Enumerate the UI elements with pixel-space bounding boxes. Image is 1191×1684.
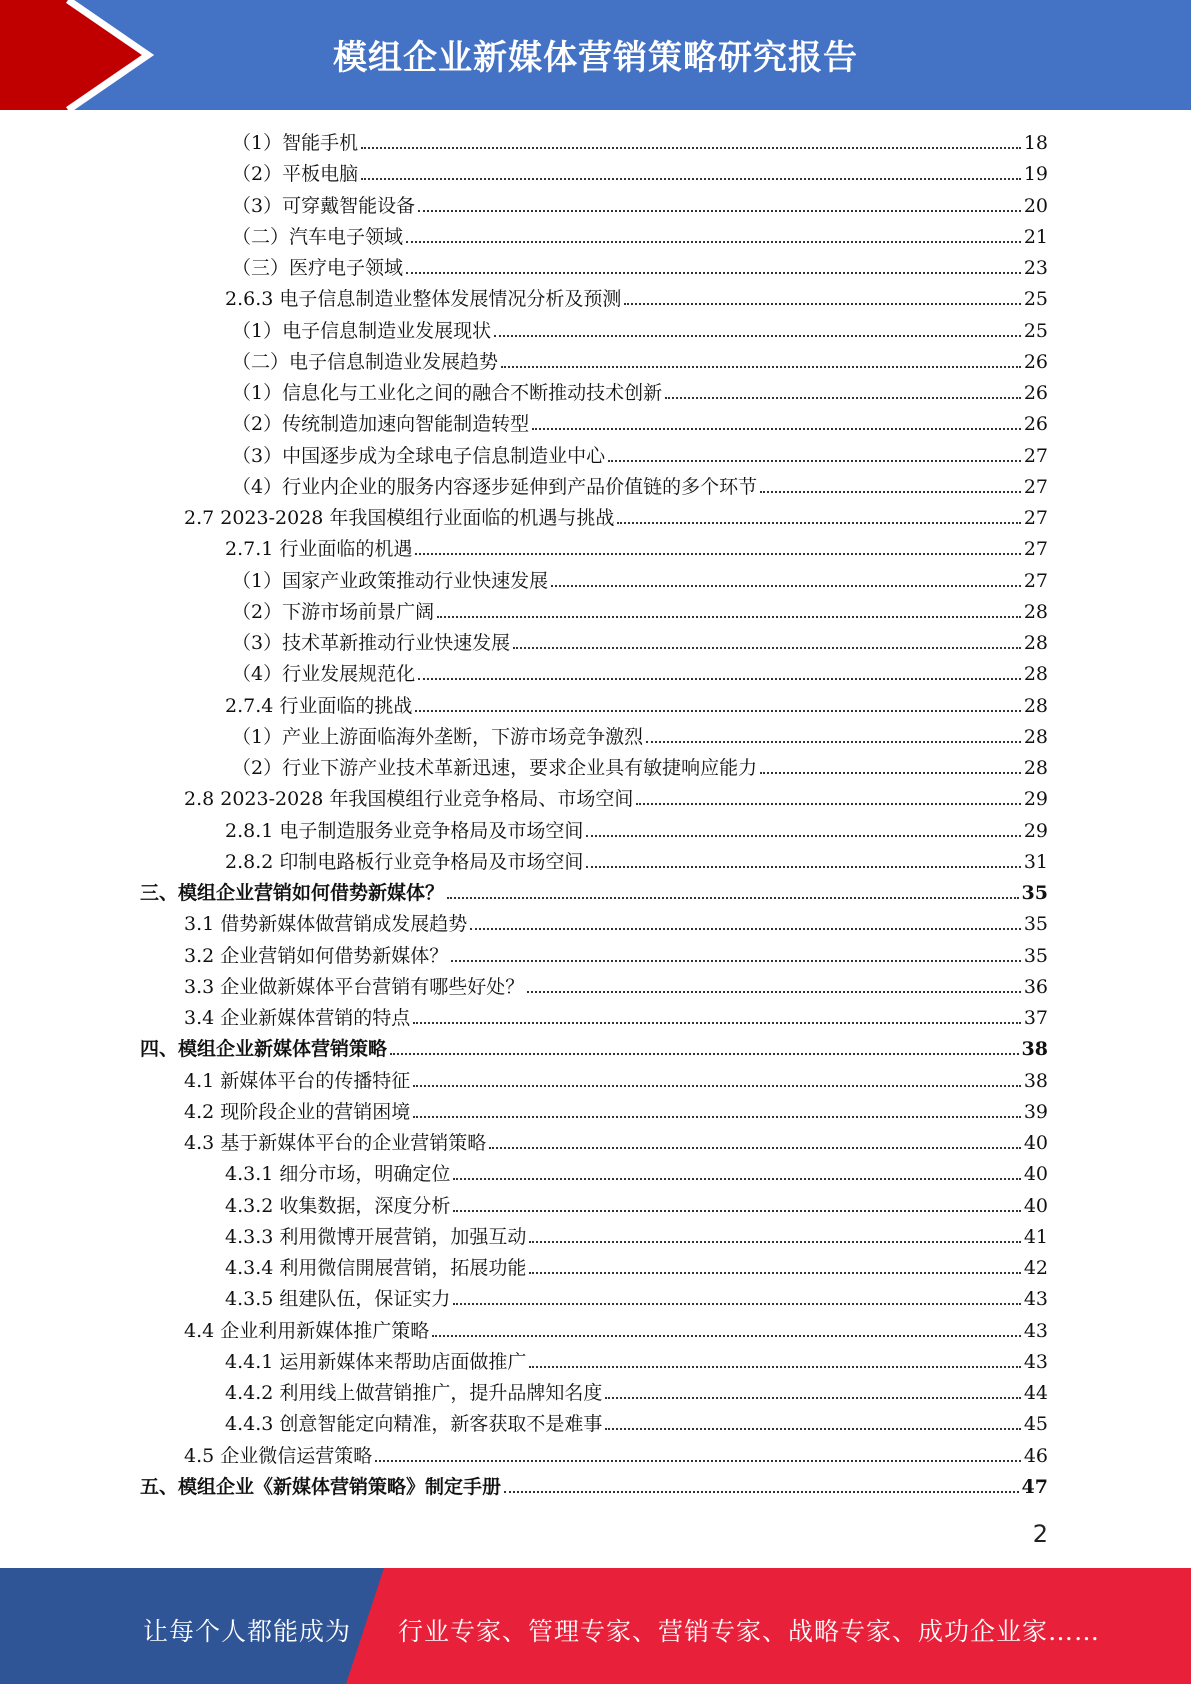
toc-entry-page: 35 — [1023, 913, 1048, 936]
toc-leader-dots — [665, 397, 1021, 399]
toc-leader-dots — [375, 1460, 1021, 1462]
toc-entry-page: 27 — [1023, 538, 1048, 561]
toc-entry-title: 3.3 企业做新媒体平台营销有哪些好处？ — [184, 975, 525, 998]
toc-entry-page: 25 — [1023, 319, 1048, 342]
toc-entry[interactable] — [140, 628, 1048, 659]
toc-entry[interactable] — [140, 191, 1048, 222]
toc-entry-title: 3.2 企业营销如何借势新媒体？ — [184, 944, 449, 967]
toc-entry-title: （1）信息化与工业化之间的融合不断推动技术创新 — [232, 382, 663, 404]
toc-leader-dots — [415, 553, 1020, 555]
toc-leader-dots — [501, 366, 1021, 368]
toc-entry-title: （2）传统制造加速向智能制造转型 — [232, 413, 530, 436]
toc-leader-dots — [470, 928, 1021, 930]
toc-entry[interactable] — [140, 378, 1048, 409]
toc-leader-dots — [532, 428, 1021, 430]
toc-leader-dots — [527, 991, 1021, 993]
toc-entry-page: 41 — [1023, 1225, 1048, 1248]
toc-entry[interactable] — [140, 659, 1048, 690]
toc-entry[interactable] — [140, 503, 1048, 534]
toc-entry-title: 4.3.1 细分市场，明确定位 — [225, 1163, 451, 1186]
toc-entry-title: 2.7 2023-2028 年我国模组行业面临的机遇与挑战 — [184, 507, 615, 529]
toc-entry-page: 29 — [1023, 788, 1048, 811]
toc-entry-page: 18 — [1023, 132, 1048, 154]
toc-entry-title: 2.7.1 行业面临的机遇 — [225, 538, 413, 561]
toc-entry-title: （2）平板电脑 — [232, 163, 359, 186]
footer-slogan: 让每个人都能成为 — [143, 1617, 352, 1646]
toc-entry[interactable] — [140, 1284, 1048, 1315]
toc-entry[interactable] — [140, 909, 1048, 940]
toc-entry[interactable] — [140, 1128, 1048, 1159]
toc-leader-dots — [551, 585, 1021, 587]
toc-entry-title: 4.4.3 创意智能定向精准，新客获取不是难事 — [225, 1413, 603, 1436]
toc-entry[interactable] — [140, 1378, 1048, 1409]
toc-entry-title: 四、模组企业新媒体营销策略 — [140, 1038, 388, 1061]
toc-leader-dots — [413, 1085, 1021, 1087]
toc-entry[interactable] — [140, 691, 1048, 722]
toc-entry[interactable] — [140, 566, 1048, 597]
toc-entry-page: 40 — [1023, 1163, 1048, 1186]
toc-leader-dots — [413, 1022, 1021, 1024]
toc-entry[interactable] — [140, 253, 1048, 284]
toc-entry-page: 43 — [1023, 1288, 1048, 1311]
toc-entry[interactable] — [140, 1222, 1048, 1253]
toc-entry-title: 2.8.1 电子制造服务业竞争格局及市场空间 — [225, 819, 584, 842]
toc-entry-title: 4.3.2 收集数据，深度分析 — [225, 1194, 451, 1217]
toc-entry-page: 27 — [1023, 444, 1048, 467]
toc-entry-page: 25 — [1023, 288, 1048, 311]
toc-entry-page: 28 — [1023, 663, 1048, 686]
toc-entry-page: 47 — [1021, 1475, 1048, 1498]
toc-leader-dots — [605, 1428, 1020, 1430]
toc-leader-dots — [513, 647, 1021, 649]
toc-entry[interactable] — [140, 159, 1048, 190]
toc-entry-page: 37 — [1023, 1007, 1048, 1029]
toc-entry-page: 31 — [1023, 850, 1048, 873]
toc-entry-page: 42 — [1023, 1257, 1048, 1279]
toc-entry[interactable] — [140, 1003, 1048, 1034]
toc-entry-page: 27 — [1023, 475, 1048, 498]
toc-entry[interactable] — [140, 1441, 1048, 1472]
toc-entry-page: 40 — [1023, 1132, 1048, 1154]
toc-leader-dots — [361, 178, 1021, 180]
toc-entry-title: （1）智能手机 — [232, 132, 359, 154]
toc-leader-dots — [418, 210, 1021, 212]
toc-leader-dots — [529, 1366, 1020, 1368]
toc-entry-page: 27 — [1023, 569, 1048, 592]
toc-entry-title: 4.3.4 利用微信開展营销，拓展功能 — [225, 1257, 527, 1279]
toc-entry-page: 38 — [1021, 1038, 1048, 1061]
toc-leader-dots — [586, 835, 1020, 837]
toc-entry-title: （1）国家产业政策推动行业快速发展 — [232, 569, 549, 592]
toc-entry-page: 35 — [1023, 944, 1048, 967]
page-number: 2 — [1032, 1520, 1048, 1548]
toc-entry-title: （3）中国逐步成为全球电子信息制造业中心 — [232, 444, 606, 467]
toc-entry-title: 2.8 2023-2028 年我国模组行业竞争格局、市场空间 — [184, 788, 634, 811]
toc-leader-dots — [636, 803, 1020, 805]
toc-entry-page: 43 — [1023, 1350, 1048, 1373]
toc-entry-page: 45 — [1023, 1413, 1048, 1436]
toc-entry-title: 4.4.1 运用新媒体来帮助店面做推广 — [225, 1350, 527, 1373]
toc-entry-title: （1）产业上游面临海外垄断，下游市场竞争激烈 — [232, 725, 644, 748]
toc-entry-page: 28 — [1023, 757, 1048, 779]
toc-leader-dots — [617, 522, 1020, 524]
toc-leader-dots — [406, 272, 1021, 274]
toc-entry[interactable] — [140, 1347, 1048, 1378]
toc-entry[interactable] — [140, 441, 1048, 472]
toc-entry-title: （二）汽车电子领域 — [232, 225, 404, 248]
toc-leader-dots — [406, 241, 1021, 243]
toc-entry-title: 3.4 企业新媒体营销的特点 — [184, 1007, 411, 1029]
toc-entry[interactable] — [140, 534, 1048, 565]
toc-entry-title: 2.7.4 行业面临的挑战 — [225, 694, 413, 717]
toc-entry-title: 4.1 新媒体平台的传播特征 — [184, 1069, 411, 1092]
toc-entry-page: 43 — [1023, 1319, 1048, 1342]
toc-entry[interactable] — [140, 722, 1048, 753]
toc-leader-dots — [529, 1272, 1020, 1274]
toc-entry-page: 20 — [1023, 194, 1048, 217]
toc-entry-title: （1）电子信息制造业发展现状 — [232, 319, 492, 342]
toc-entry-title: 4.4.2 利用线上做营销推广，提升品牌知名度 — [225, 1382, 603, 1404]
toc-entry[interactable] — [140, 222, 1048, 253]
toc-leader-dots — [390, 1053, 1019, 1055]
toc-entry-title: 3.1 借势新媒体做营销成发展趋势 — [184, 913, 468, 936]
toc-entry[interactable] — [140, 409, 1048, 440]
toc-leader-dots — [437, 616, 1021, 618]
toc-leader-dots — [361, 147, 1021, 149]
toc-leader-dots — [760, 772, 1021, 774]
toc-entry[interactable] — [140, 1159, 1048, 1190]
toc-entry-page: 27 — [1023, 507, 1048, 529]
toc-entry-title: 三、模组企业营销如何借势新媒体？ — [140, 882, 445, 904]
toc-leader-dots — [608, 460, 1021, 462]
toc-entry-title: 2.8.2 印制电路板行业竞争格局及市场空间 — [225, 850, 584, 873]
toc-entry[interactable] — [140, 1034, 1048, 1065]
toc-entry[interactable] — [140, 816, 1048, 847]
toc-entry-page: 36 — [1023, 975, 1048, 998]
toc-leader-dots — [624, 303, 1020, 305]
toc-entry-page: 19 — [1023, 163, 1048, 186]
toc-entry[interactable] — [140, 972, 1048, 1003]
toc-leader-dots — [586, 866, 1020, 868]
toc-entry-title: 4.2 现阶段企业的营销困境 — [184, 1100, 411, 1123]
toc-entry[interactable] — [140, 753, 1048, 784]
page-header — [0, 0, 1191, 110]
toc-entry-title: 2.6.3 电子信息制造业整体发展情况分析及预测 — [225, 288, 622, 311]
toc-entry[interactable] — [140, 597, 1048, 628]
toc-leader-dots — [447, 897, 1019, 899]
toc-leader-dots — [413, 1116, 1021, 1118]
toc-entry-page: 28 — [1023, 694, 1048, 717]
toc-entry-page: 39 — [1023, 1100, 1048, 1123]
toc-entry[interactable] — [140, 316, 1048, 347]
toc-entry-title: 4.5 企业微信运营策略 — [184, 1444, 373, 1467]
toc-leader-dots — [453, 1210, 1020, 1212]
toc-leader-dots — [529, 1241, 1020, 1243]
toc-leader-dots — [504, 1491, 1019, 1493]
toc-entry-title: （3）技术革新推动行业快速发展 — [232, 632, 511, 654]
toc-entry[interactable] — [140, 784, 1048, 815]
toc-entry-page: 26 — [1023, 413, 1048, 436]
document-title: 模组企业新媒体营销策略研究报告 — [333, 38, 858, 78]
toc-leader-dots — [451, 960, 1021, 962]
toc-leader-dots — [760, 491, 1021, 493]
toc-leader-dots — [453, 1178, 1020, 1180]
toc-entry[interactable] — [140, 1097, 1048, 1128]
toc-entry-page: 23 — [1023, 257, 1048, 279]
toc-entry-title: 4.3 基于新媒体平台的企业营销策略 — [184, 1132, 487, 1154]
toc-entry-title: 4.4 企业利用新媒体推广策略 — [184, 1319, 430, 1342]
toc-leader-dots — [453, 1303, 1020, 1305]
toc-entry-page: 28 — [1023, 600, 1048, 623]
toc-entry[interactable] — [140, 347, 1048, 378]
footer-roles: 行业专家、管理专家、营销专家、战略专家、成功企业家…… — [398, 1617, 1101, 1646]
toc-entry[interactable] — [140, 941, 1048, 972]
toc-entry-title: （4）行业发展规范化 — [232, 663, 416, 686]
toc-entry[interactable] — [140, 847, 1048, 878]
toc-entry-title: （2）行业下游产业技术革新迅速，要求企业具有敏捷响应能力 — [232, 757, 758, 779]
toc-entry[interactable] — [140, 1316, 1048, 1347]
toc-entry-title: （二）电子信息制造业发展趋势 — [232, 350, 499, 373]
toc-leader-dots — [494, 335, 1021, 337]
toc-leader-dots — [418, 678, 1021, 680]
toc-entry-page: 21 — [1023, 225, 1048, 248]
toc-leader-dots — [432, 1335, 1021, 1337]
toc-entry-page: 28 — [1023, 725, 1048, 748]
toc-entry-title: （2）下游市场前景广阔 — [232, 600, 435, 623]
toc-entry-page: 29 — [1023, 819, 1048, 842]
toc-entry-page: 35 — [1021, 882, 1048, 904]
toc-entry[interactable] — [140, 878, 1048, 909]
toc-entry-title: 4.3.3 利用微博开展营销，加强互动 — [225, 1225, 527, 1248]
page-footer — [0, 1568, 1191, 1684]
toc-entry-title: （4）行业内企业的服务内容逐步延伸到产品价值链的多个环节 — [232, 475, 758, 498]
toc-entry-page: 46 — [1023, 1444, 1048, 1467]
toc-entry-page: 26 — [1023, 350, 1048, 373]
toc-entry-page: 44 — [1023, 1382, 1048, 1404]
toc-entry-title: 五、模组企业《新媒体营销策略》制定手册 — [140, 1475, 502, 1498]
toc-entry-title: （三）医疗电子领域 — [232, 257, 404, 279]
toc-entry[interactable] — [140, 472, 1048, 503]
toc-entry-title: （3）可穿戴智能设备 — [232, 194, 416, 217]
toc-entry[interactable] — [140, 1191, 1048, 1222]
toc-leader-dots — [605, 1397, 1020, 1399]
toc-entry[interactable] — [140, 284, 1048, 315]
toc-entry-page: 38 — [1023, 1069, 1048, 1092]
toc-entry-page: 28 — [1023, 632, 1048, 654]
toc-leader-dots — [646, 741, 1021, 743]
toc-entry[interactable] — [140, 1409, 1048, 1440]
toc-entry[interactable] — [140, 128, 1048, 159]
table-of-contents — [140, 128, 1048, 1503]
toc-leader-dots — [489, 1147, 1021, 1149]
toc-entry-page: 40 — [1023, 1194, 1048, 1217]
toc-entry-title: 4.3.5 组建队伍，保证实力 — [225, 1288, 451, 1311]
toc-entry[interactable] — [140, 1253, 1048, 1284]
toc-leader-dots — [415, 710, 1020, 712]
toc-entry[interactable] — [140, 1472, 1048, 1503]
toc-entry[interactable] — [140, 1066, 1048, 1097]
toc-entry-page: 26 — [1023, 382, 1048, 404]
